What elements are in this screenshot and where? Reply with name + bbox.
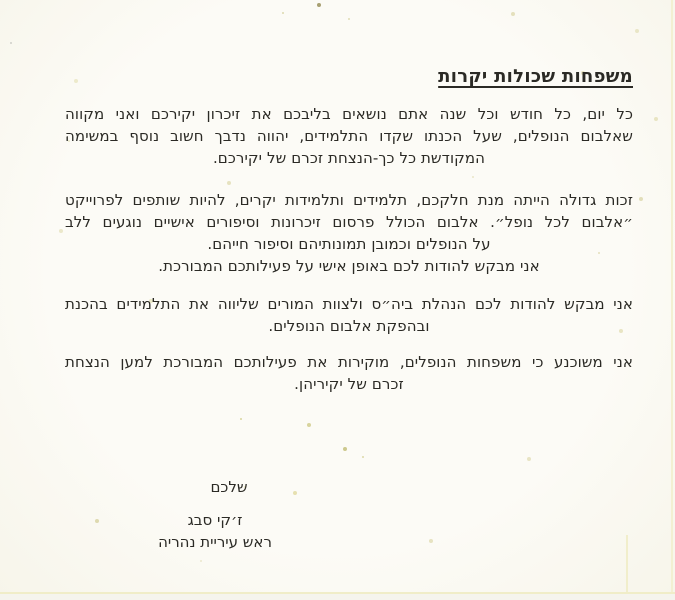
paragraph-3	[65, 293, 633, 337]
signature-closing: שלכם	[210, 478, 248, 496]
signature-block	[118, 476, 312, 553]
signature-role: ראש עיריית נהריה	[158, 533, 272, 551]
signature-name: ז׳קי סבג	[187, 511, 243, 529]
body-line: המקודשת כל כך-הנצחת זכרם של יקירכם.	[212, 149, 486, 167]
body-line: אני מבקש להודות לכם הנהלת ביה״ס ולצוות המורים שליווה את התלמידים בהכנת	[65, 295, 633, 313]
paragraph-2	[65, 189, 633, 277]
scan-page-bottom-strip	[0, 594, 675, 600]
body-line: שאלבום הנופלים, שעל הכנתו שקדו התלמידים, יהווה נדבך חשוב נוסף במשימה	[65, 127, 633, 145]
letter-title: משפחות שכולות יקרות	[438, 66, 633, 87]
body-line: זכות גדולה הייתה מנת חלקכם, תלמידים ותלמידות יקרים, להיות שותפים לפרוייקט	[65, 191, 633, 209]
body-line: אני משוכנע כי משפחות הנופלים, מוקירות את פעילותכם המבורכת למען הנצחת	[65, 353, 633, 371]
body-line: ״אלבום לכל נופל״. אלבום הכולל פרסום זיכרונות וסיפורים אישיים נוגעים ללב	[65, 213, 633, 231]
body-line: כל יום, כל חודש וכל שנה אתם נושאים בליבכם את זיכרון יקירכם ואני מקווה	[65, 105, 633, 123]
scan-edge-artifact-right-inner	[626, 535, 628, 597]
paragraph-1	[65, 103, 633, 169]
body-line: זכרם של יקיריהן.	[294, 375, 404, 393]
scan-noise-specks	[0, 0, 2, 2]
scan-edge-artifact-right-outer	[671, 0, 673, 600]
body-line: על הנופלים וכמובן תמונותיהם וסיפור חייהם.	[207, 235, 491, 253]
body-line: ובהפקת אלבום הנופלים.	[268, 317, 430, 335]
letter-body	[65, 66, 633, 395]
body-line: אני מבקש להודות לכם באופן אישי על פעילותכם המבורכת.	[158, 257, 540, 275]
paragraph-4	[65, 351, 633, 395]
